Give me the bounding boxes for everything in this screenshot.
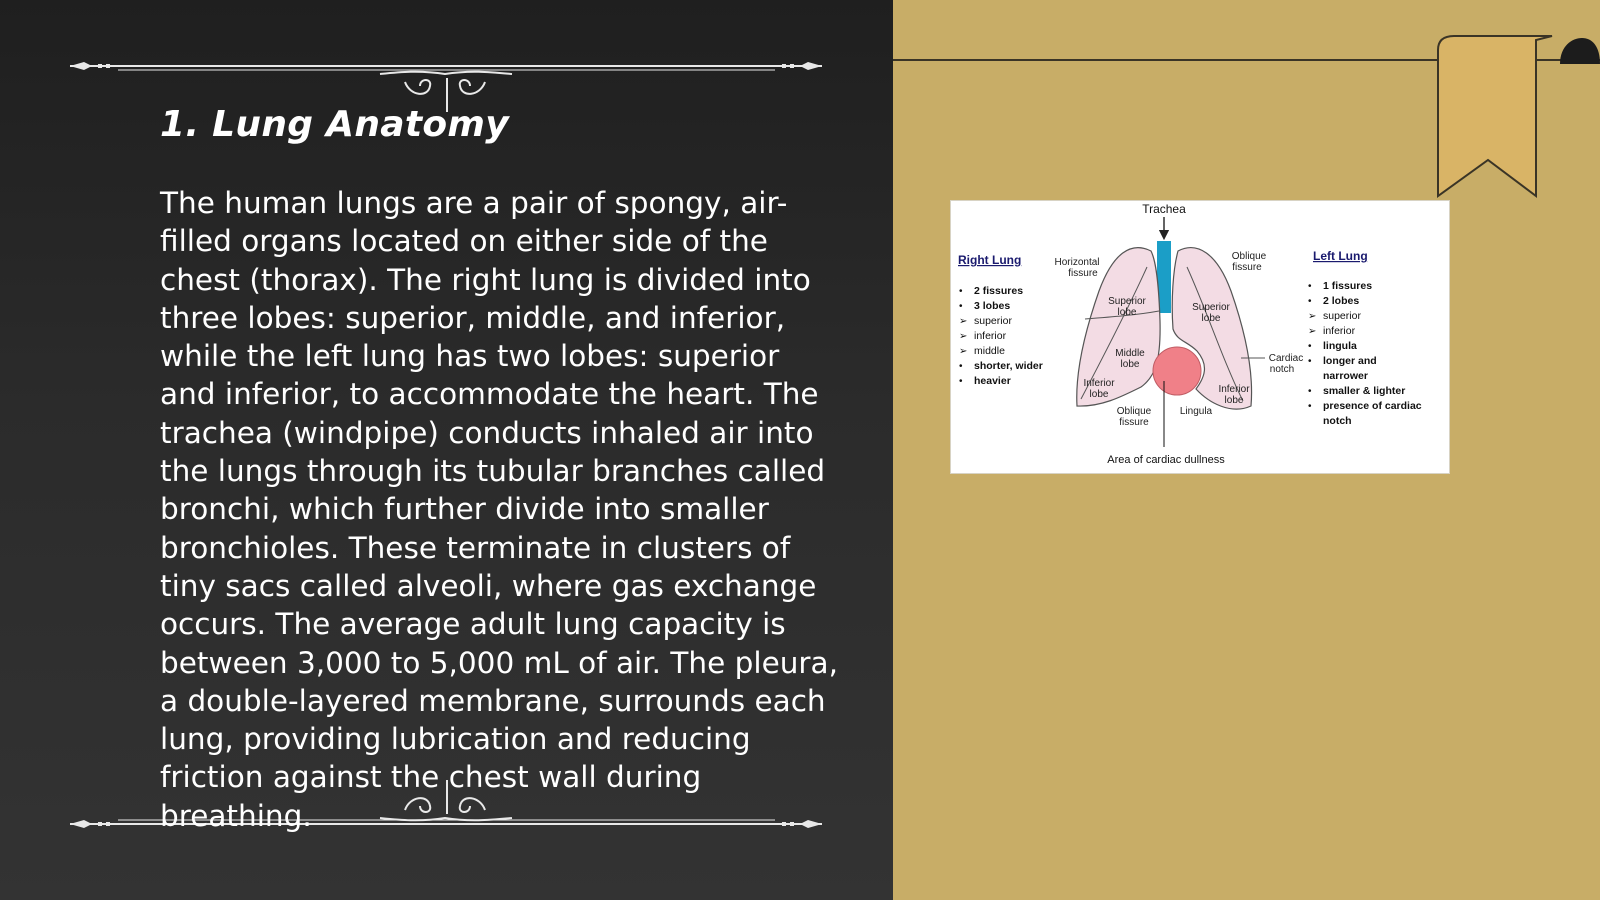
right-lung-item: 2 fissures xyxy=(974,285,1024,297)
horizontal-fissure-label-2: fissure xyxy=(1068,268,1098,279)
horizontal-fissure-label: Horizontal xyxy=(1054,257,1100,268)
trachea-label: Trachea xyxy=(1142,202,1186,216)
right-lung-item: 3 lobes xyxy=(974,300,1011,312)
left-lung-bullet: • xyxy=(1308,356,1312,367)
left-lung-bullet: • xyxy=(1308,341,1312,352)
left-inferior-lobe-label: Inferior xyxy=(1218,384,1250,395)
left-lung-list xyxy=(1308,280,1422,427)
cardiac-notch-label-2: notch xyxy=(1269,364,1295,375)
right-superior-lobe-label-2: lobe xyxy=(1117,307,1137,318)
right-lung-bullet: ➢ xyxy=(959,316,968,327)
right-lung-bullet: ➢ xyxy=(959,331,968,342)
right-lung-bullet: ➢ xyxy=(959,346,968,357)
right-lung-heading: Right Lung xyxy=(958,253,1022,267)
left-lung-item: 1 fissures xyxy=(1323,280,1373,292)
cardiac-notch-label: Cardiac xyxy=(1268,353,1304,364)
slide-body-text: The human lungs are a pair of spongy, air-filled organs located on either side of the chest (thorax). The right lung is divided into three lobes: superior, middle, and inferior, while the left lung has two lobes: superior and inferior, to accommodate the heart. The trachea (windpipe) conducts inhaled air into the lungs through its tubular branches called bronchi, which further divide into smaller bronchioles. These terminate in clusters of tiny sacs called alveoli, where gas exchange occurs. The average adult lung capacity is between 3,000 to 5,000 mL of air. The pleura, a double-layered membrane, surrounds each lung, providing lubrication and reducing friction against the chest wall during breathing. xyxy=(160,186,838,833)
right-lung-list xyxy=(959,285,1043,387)
left-lung-item: lingula xyxy=(1323,340,1357,352)
left-lung-item: notch xyxy=(1323,415,1352,427)
heart-shape xyxy=(1153,347,1201,395)
left-lung-item: longer and xyxy=(1323,355,1377,367)
left-lung-item: 2 lobes xyxy=(1323,295,1360,307)
right-superior-lobe-label: Superior xyxy=(1108,296,1146,307)
right-lung-item: shorter, wider xyxy=(974,360,1043,372)
lung-anatomy-diagram xyxy=(950,200,1450,474)
left-inferior-lobe-label-2: lobe xyxy=(1224,395,1244,406)
oblique-fissure-label-top-2: fissure xyxy=(1232,262,1262,273)
right-lung-item: middle xyxy=(974,345,1005,357)
left-lung-item: smaller & lighter xyxy=(1323,385,1406,397)
bookmark-ribbon-icon xyxy=(1430,34,1600,200)
left-lung-bullet: ➢ xyxy=(1308,311,1317,322)
left-superior-lobe-label-2: lobe xyxy=(1201,313,1221,324)
middle-lobe-label: Middle xyxy=(1115,348,1145,359)
right-lung-item: superior xyxy=(974,315,1012,327)
oblique-fissure-label-bottom: Oblique xyxy=(1116,406,1152,417)
right-lung-item: heavier xyxy=(974,375,1011,387)
right-lung-item: inferior xyxy=(974,330,1007,342)
left-lung-bullet: • xyxy=(1308,386,1312,397)
right-lung-bullet: • xyxy=(959,361,963,372)
left-lung-bullet: • xyxy=(1308,296,1312,307)
right-lung-bullet: • xyxy=(959,301,963,312)
oblique-fissure-label-bottom-2: fissure xyxy=(1119,417,1149,428)
right-inferior-lobe-label: Inferior xyxy=(1083,378,1115,389)
lingula-label: Lingula xyxy=(1179,406,1213,417)
left-lung-heading: Left Lung xyxy=(1313,249,1368,263)
left-lung-bullet: ➢ xyxy=(1308,326,1317,337)
left-lung-item: superior xyxy=(1323,310,1361,322)
middle-lobe-label-2: lobe xyxy=(1120,359,1140,370)
left-lung-bullet: • xyxy=(1308,401,1312,412)
right-inferior-lobe-label-2: lobe xyxy=(1089,389,1109,400)
left-lung-item: inferior xyxy=(1323,325,1356,337)
slide-title: 1. Lung Anatomy xyxy=(160,104,509,145)
left-superior-lobe-label: Superior xyxy=(1192,302,1230,313)
left-lung-item: narrower xyxy=(1323,370,1368,382)
diagram-caption: Area of cardiac dullness xyxy=(1107,454,1225,466)
left-lung-bullet: • xyxy=(1308,281,1312,292)
right-lung-bullet: • xyxy=(959,376,963,387)
left-lung-item: presence of cardiac xyxy=(1323,400,1422,412)
oblique-fissure-label-top: Oblique xyxy=(1231,251,1267,262)
right-lung-bullet: • xyxy=(959,286,963,297)
